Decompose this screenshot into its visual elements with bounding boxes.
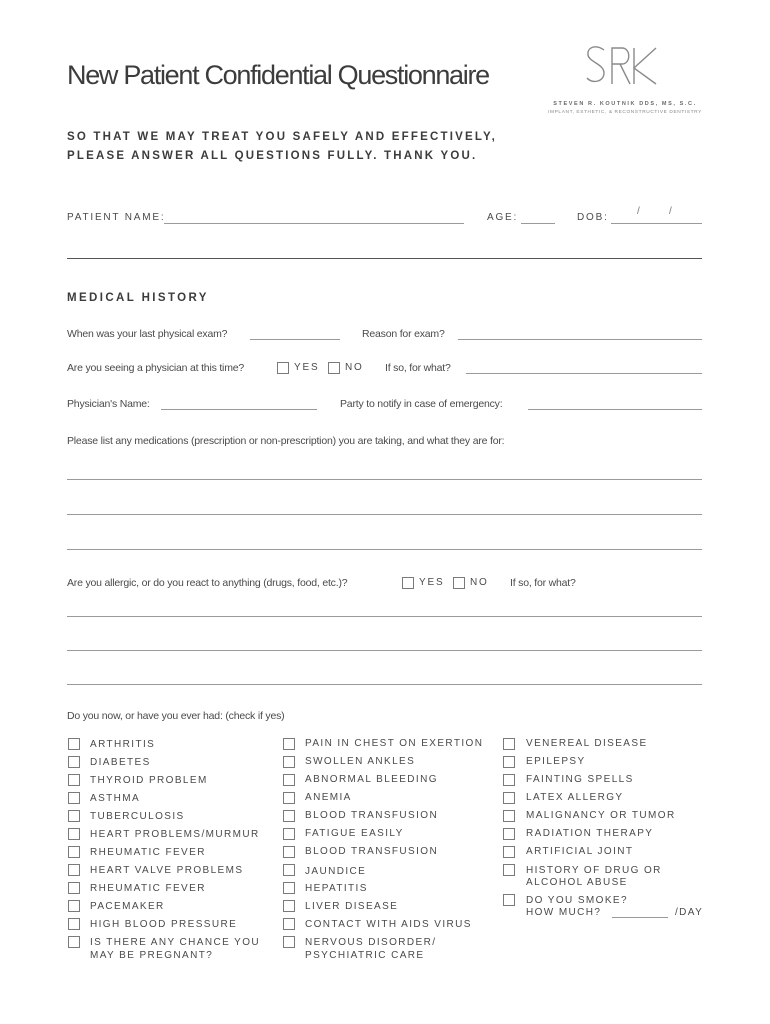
smoke-amount-field[interactable] [612, 917, 668, 918]
dob-label: DOB: [577, 212, 609, 223]
allergy-line[interactable] [67, 616, 702, 617]
condition-label: JAUNDICE [305, 866, 367, 877]
fatigue-easily-checkbox[interactable] [283, 828, 295, 840]
physician-if-so-label: If so, for what? [385, 362, 451, 374]
swollen-ankles-checkbox[interactable] [283, 756, 295, 768]
intro-line-1: SO THAT WE MAY TREAT YOU SAFELY AND EFFECTIVELY, [67, 131, 497, 143]
age-field[interactable] [521, 223, 555, 224]
diabetes-checkbox[interactable] [68, 756, 80, 768]
condition-label: PSYCHIATRIC CARE [305, 950, 425, 961]
page-title: New Patient Confidential Questionnaire [67, 60, 489, 90]
condition-label: ABNORMAL BLEEDING [305, 774, 438, 785]
practice-name: STEVEN R. KOUTNIK DDS, MS, S.C. [553, 101, 697, 107]
condition-label: ARTIFICIAL JOINT [526, 846, 634, 857]
ever-had-label: Do you now, or have you ever had: (check if yes) [67, 710, 285, 722]
condition-label: CONTACT WITH AIDS VIRUS [305, 919, 472, 930]
medical-history-heading: MEDICAL HISTORY [67, 292, 209, 304]
condition-label: RHEUMATIC FEVER [90, 883, 206, 894]
allergic-if-so-label: If so, for what? [510, 577, 576, 589]
reason-label: Reason for exam? [362, 328, 445, 340]
condition-label: ARTHRITIS [90, 739, 156, 750]
reason-field[interactable] [458, 339, 702, 340]
pacemaker-checkbox[interactable] [68, 900, 80, 912]
condition-label: MAY BE PREGNANT? [90, 950, 214, 961]
condition-label: HOW MUCH? [526, 907, 602, 918]
physician-yes-label: YES [294, 362, 320, 373]
physician-name-label: Physician's Name: [67, 398, 150, 410]
condition-label: HISTORY OF DRUG OR [526, 865, 662, 876]
condition-label: HEPATITIS [305, 883, 368, 894]
dob-separator: / [669, 206, 672, 217]
condition-label: THYROID PROBLEM [90, 775, 208, 786]
allergic-no-label: NO [470, 577, 489, 588]
intro-line-2: PLEASE ANSWER ALL QUESTIONS FULLY. THANK YOU. [67, 150, 478, 162]
smoke-checkbox[interactable] [503, 894, 515, 906]
condition-label: RHEUMATIC FEVER [90, 847, 206, 858]
nervous-disorder-checkbox[interactable] [283, 936, 295, 948]
jaundice-checkbox[interactable] [283, 864, 295, 876]
condition-label: SWOLLEN ANKLES [305, 756, 416, 767]
tuberculosis-checkbox[interactable] [68, 810, 80, 822]
heart-valve-problems-checkbox[interactable] [68, 864, 80, 876]
fainting-spells-checkbox[interactable] [503, 774, 515, 786]
liver-disease-checkbox[interactable] [283, 900, 295, 912]
malignancy-checkbox[interactable] [503, 810, 515, 822]
dob-field[interactable] [611, 223, 702, 224]
drug-alcohol-abuse-checkbox[interactable] [503, 864, 515, 876]
per-day-label: /DAY [675, 907, 704, 918]
age-label: AGE: [487, 212, 519, 223]
high-blood-pressure-checkbox[interactable] [68, 918, 80, 930]
condition-label: ASTHMA [90, 793, 141, 804]
dob-separator: / [637, 206, 640, 217]
condition-label: FATIGUE EASILY [305, 828, 404, 839]
condition-label: HIGH BLOOD PRESSURE [90, 919, 238, 930]
allergy-line[interactable] [67, 650, 702, 651]
condition-label: FAINTING SPELLS [526, 774, 634, 785]
physician-no-label: NO [345, 362, 364, 373]
blood-transfusion-checkbox[interactable] [283, 846, 295, 858]
heart-problems-checkbox[interactable] [68, 828, 80, 840]
condition-label: MALIGNANCY OR TUMOR [526, 810, 676, 821]
condition-label: DO YOU SMOKE? [526, 895, 628, 906]
physician-no-checkbox[interactable] [328, 362, 340, 374]
condition-label: BLOOD TRANSFUSION [305, 810, 439, 821]
chest-pain-checkbox[interactable] [283, 738, 295, 750]
medications-line[interactable] [67, 514, 702, 515]
patient-name-label: PATIENT NAME: [67, 212, 166, 223]
medications-line[interactable] [67, 479, 702, 480]
abnormal-bleeding-checkbox[interactable] [283, 774, 295, 786]
condition-label: DIABETES [90, 757, 151, 768]
thyroid-problem-checkbox[interactable] [68, 774, 80, 786]
radiation-therapy-checkbox[interactable] [503, 828, 515, 840]
condition-label: LIVER DISEASE [305, 901, 399, 912]
condition-label: IS THERE ANY CHANCE YOU [90, 937, 261, 948]
artificial-joint-checkbox[interactable] [503, 846, 515, 858]
condition-label: BLOOD TRANSFUSION [305, 846, 439, 857]
anemia-checkbox[interactable] [283, 792, 295, 804]
condition-label: EPILEPSY [526, 756, 586, 767]
condition-label: TUBERCULOSIS [90, 811, 185, 822]
venereal-disease-checkbox[interactable] [503, 738, 515, 750]
practice-tagline: IMPLANT, ESTHETIC, & RECONSTRUCTIVE DENTISTRY [548, 110, 702, 115]
condition-label: LATEX ALLERGY [526, 792, 624, 803]
asthma-checkbox[interactable] [68, 792, 80, 804]
physician-yes-checkbox[interactable] [277, 362, 289, 374]
rheumatic-fever-checkbox[interactable] [68, 882, 80, 894]
condition-label: VENEREAL DISEASE [526, 738, 648, 749]
arthritis-checkbox[interactable] [68, 738, 80, 750]
patient-name-field[interactable] [164, 223, 464, 224]
condition-label: NERVOUS DISORDER/ [305, 937, 437, 948]
condition-label: RADIATION THERAPY [526, 828, 654, 839]
condition-label: ANEMIA [305, 792, 352, 803]
condition-label: PACEMAKER [90, 901, 165, 912]
emergency-contact-field[interactable] [528, 409, 702, 410]
condition-label: HEART VALVE PROBLEMS [90, 865, 244, 876]
allergy-line[interactable] [67, 684, 702, 685]
pregnant-checkbox[interactable] [68, 936, 80, 948]
allergic-yes-label: YES [419, 577, 445, 588]
physician-name-field[interactable] [161, 409, 317, 410]
physician-if-so-field[interactable] [466, 373, 702, 374]
emergency-contact-label: Party to notify in case of emergency: [340, 398, 503, 410]
srk-logo-icon [582, 42, 662, 94]
blood-transfusion-checkbox[interactable] [283, 810, 295, 822]
latex-allergy-checkbox[interactable] [503, 792, 515, 804]
seeing-physician-label: Are you seeing a physician at this time? [67, 362, 245, 374]
condition-label: HEART PROBLEMS/MURMUR [90, 829, 260, 840]
medications-label: Please list any medications (prescription or non-prescription) you are taking, and what they are for: [67, 435, 505, 447]
divider [67, 258, 702, 259]
hepatitis-checkbox[interactable] [283, 882, 295, 894]
medications-line[interactable] [67, 549, 702, 550]
aids-contact-checkbox[interactable] [283, 918, 295, 930]
allergic-yes-checkbox[interactable] [402, 577, 414, 589]
condition-label: ALCOHOL ABUSE [526, 877, 628, 888]
rheumatic-fever-checkbox[interactable] [68, 846, 80, 858]
allergic-no-checkbox[interactable] [453, 577, 465, 589]
last-exam-field[interactable] [250, 339, 340, 340]
condition-label: PAIN IN CHEST ON EXERTION [305, 738, 484, 749]
last-exam-label: When was your last physical exam? [67, 328, 228, 340]
allergic-label: Are you allergic, or do you react to anything (drugs, food, etc.)? [67, 577, 348, 589]
epilepsy-checkbox[interactable] [503, 756, 515, 768]
